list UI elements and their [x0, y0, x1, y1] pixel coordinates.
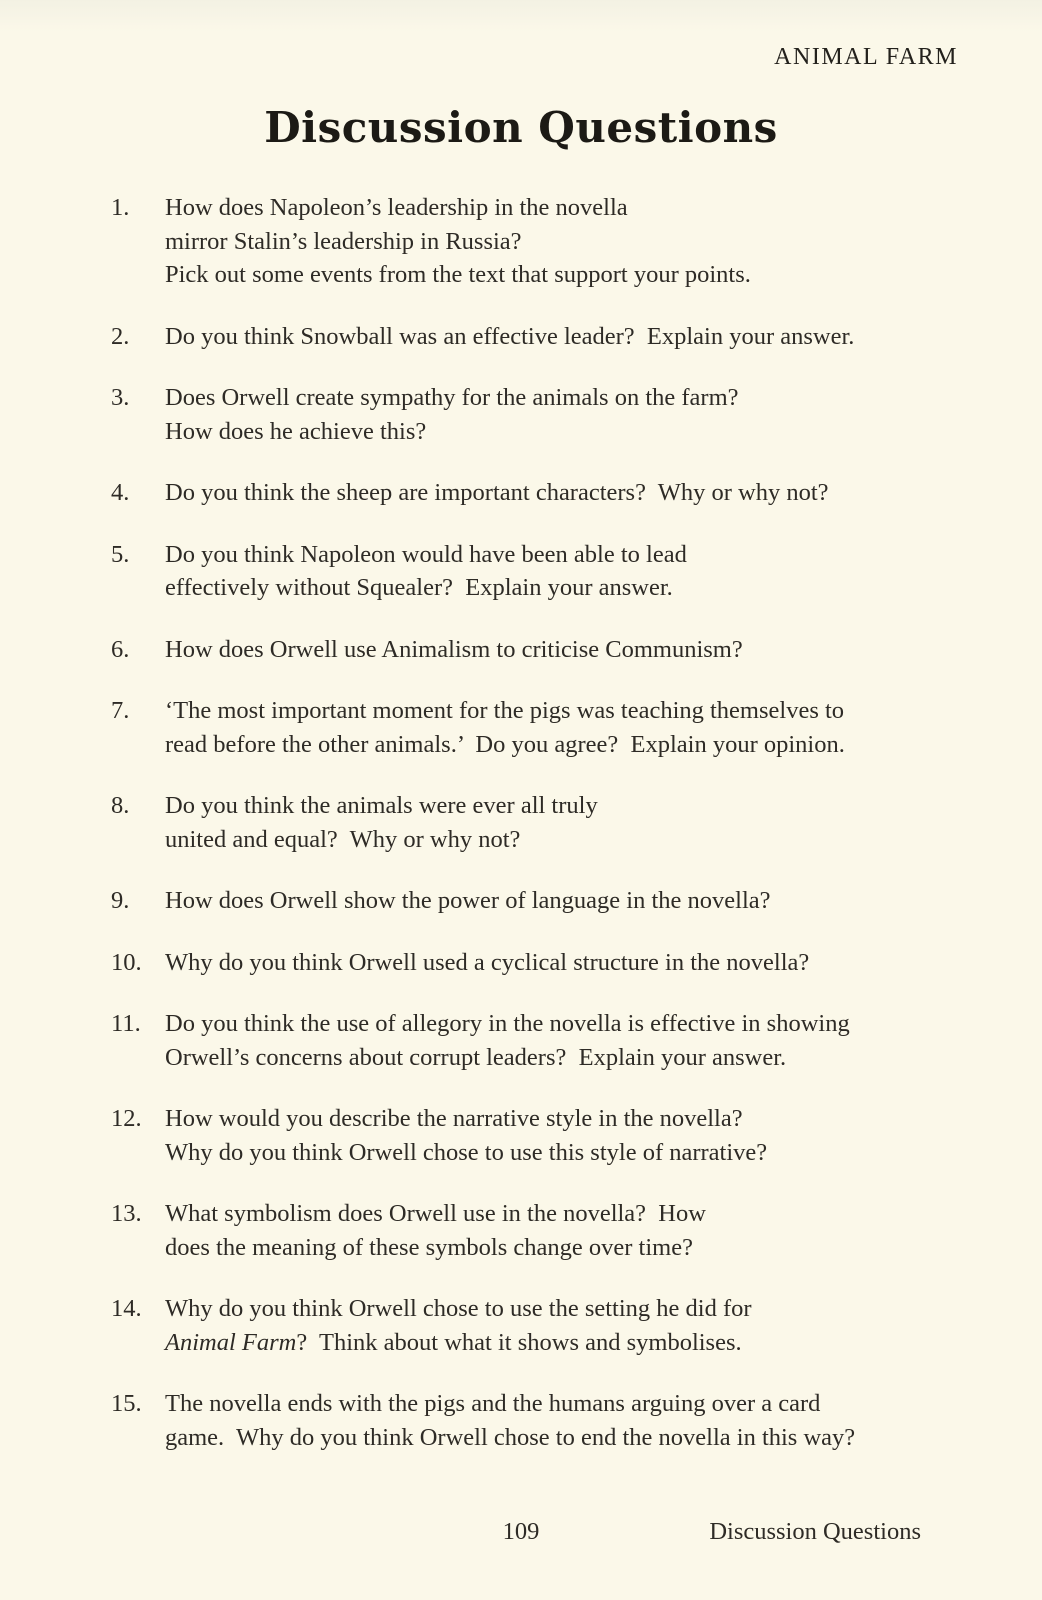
question-number: 3. [111, 384, 130, 411]
question-text [165, 1292, 962, 1359]
question-number: 1. [111, 194, 130, 221]
question-line: How does Orwell use Animalism to criticise Communism? [165, 635, 743, 663]
question-line: Do you think Snowball was an effective leader? Explain your answer. [165, 322, 855, 350]
question-number: 14. [111, 1295, 142, 1322]
page-number: 109 [502, 1518, 540, 1545]
question-item [111, 1102, 962, 1169]
question-line: How does Orwell show the power of language in the novella? [165, 887, 771, 914]
question-text [165, 538, 962, 605]
question-number: 12. [111, 1105, 142, 1132]
question-text [165, 946, 962, 980]
question-number: 5. [111, 540, 130, 568]
question-line: What symbolism does Orwell use in the novella? How [165, 1200, 706, 1227]
question-line: How would you describe the narrative style in the novella? [165, 1105, 743, 1132]
question-text [165, 381, 962, 448]
question-line: Does Orwell create sympathy for the animals on the farm? [165, 384, 739, 411]
question-item [111, 320, 962, 354]
question-line: Do you think the use of allegory in the novella is effective in showing [165, 1010, 850, 1037]
question-item [111, 191, 962, 292]
question-text [165, 884, 962, 918]
question-line: Do you think Napoleon would have been able to lead [165, 540, 687, 568]
question-line: game. Why do you think Orwell chose to end the novella in this way? [165, 1423, 856, 1451]
question-item [111, 1387, 962, 1454]
question-line: does the meaning of these symbols change over time? [165, 1233, 693, 1261]
question-item [111, 1007, 962, 1074]
question-number: 15. [111, 1390, 142, 1417]
question-line: Orwell’s concerns about corrupt leaders? Explain your answer. [165, 1043, 787, 1071]
question-line: mirror Stalin’s leadership in Russia? [165, 227, 522, 255]
page-footer [0, 1518, 1042, 1558]
question-text [165, 1387, 962, 1454]
question-text [165, 1007, 962, 1074]
question-line-rest: ? Think about what it shows and symbolises. [296, 1328, 742, 1356]
question-number: 9. [111, 887, 130, 914]
question-number: 11. [111, 1010, 141, 1037]
question-text [165, 1102, 962, 1169]
running-header: ANIMAL FARM [774, 44, 958, 70]
question-line: ‘The most important moment for the pigs was teaching themselves to [165, 697, 845, 724]
question-number: 6. [111, 635, 130, 663]
question-text [165, 320, 962, 354]
question-text [165, 476, 962, 510]
question-list [111, 191, 962, 1482]
question-line: united and equal? Why or why not? [165, 825, 521, 853]
question-number: 10. [111, 948, 142, 976]
question-item [111, 946, 962, 980]
question-item [111, 538, 962, 605]
question-line: The novella ends with the pigs and the humans arguing over a card [165, 1390, 821, 1417]
question-line: read before the other animals.’ Do you agree? Explain your opinion. [165, 730, 845, 758]
question-number: 13. [111, 1200, 142, 1227]
question-number: 2. [111, 322, 130, 350]
question-text [165, 1197, 962, 1264]
question-line: Why do you think Orwell used a cyclical structure in the novella? [165, 948, 810, 976]
question-text [165, 694, 962, 761]
italic-book-title: Animal Farm [165, 1328, 297, 1356]
question-line: effectively without Squealer? Explain your answer. [165, 574, 673, 601]
question-line: Why do you think Orwell chose to use the setting he did for [165, 1295, 752, 1322]
question-item [111, 476, 962, 510]
question-line: Do you think the animals were ever all truly [165, 792, 598, 819]
question-number: 7. [111, 697, 130, 724]
question-line: How does Napoleon’s leadership in the novella [165, 194, 628, 221]
question-item [111, 789, 962, 856]
footer-section-label: Discussion Questions [709, 1518, 921, 1545]
question-line [165, 1326, 962, 1360]
question-line: Pick out some events from the text that support your points. [165, 261, 751, 288]
question-line: Why do you think Orwell chose to use this style of narrative? [165, 1138, 768, 1166]
question-text [165, 633, 962, 667]
page-title: Discussion Questions [264, 103, 778, 152]
question-number: 8. [111, 792, 130, 819]
question-item [111, 381, 962, 448]
question-item [111, 884, 962, 918]
question-text [165, 789, 962, 856]
question-number: 4. [111, 479, 130, 506]
question-item [111, 694, 962, 761]
question-text [165, 191, 962, 292]
question-item [111, 1292, 962, 1359]
question-line: How does he achieve this? [165, 417, 427, 445]
question-item [111, 1197, 962, 1264]
question-item [111, 633, 962, 667]
question-line: Do you think the sheep are important characters? Why or why not? [165, 479, 829, 506]
